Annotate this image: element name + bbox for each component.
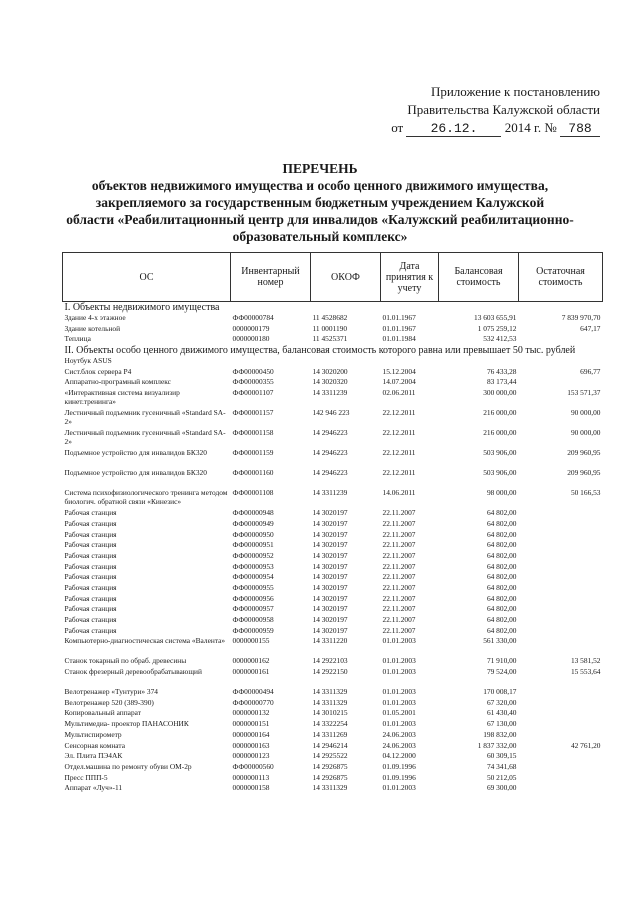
cell-name: Рабочая станция: [64, 529, 117, 539]
cell-okof: 14 3020197: [312, 604, 348, 614]
cell-name: Эл. Плита ПЭ4АК: [64, 751, 123, 761]
cell-okof: 14 3322254: [312, 719, 348, 729]
cell-residual: [519, 540, 603, 551]
table-row: [63, 751, 603, 762]
table-body: [63, 302, 603, 794]
cell-name: Рабочая станция: [64, 582, 117, 592]
cell-date: 22.11.2007: [382, 529, 416, 539]
cell-okof: 14 2926875: [312, 772, 348, 782]
cell-inventory: 0000000180: [232, 334, 270, 344]
table-row: [63, 334, 603, 345]
cell-residual: 647,17: [580, 323, 601, 333]
cell-inventory: ФФ00000355: [232, 377, 274, 387]
cell-inventory: ФФ00000560: [232, 761, 274, 771]
cell-date: 22.11.2007: [382, 625, 416, 635]
cell-balance: 79 524,00: [486, 667, 517, 677]
cell-inventory: 0000000151: [232, 719, 270, 729]
cell-date: 24.06.2003: [382, 740, 416, 750]
cell-inventory: ФФ00000957: [232, 604, 274, 614]
cell-balance: 83 173,44: [486, 377, 517, 387]
cell-residual: [519, 551, 603, 562]
appendix-header: [391, 84, 600, 137]
cell-residual: [519, 356, 603, 367]
assets-table: [62, 252, 603, 794]
cell-residual: [519, 530, 603, 541]
cell-inventory: ФФ00000958: [232, 615, 274, 624]
table-row: [63, 448, 603, 468]
cell-name: Рабочая станция: [64, 540, 117, 550]
cell-inventory: ФФ00001108: [232, 488, 274, 498]
appendix-line-2: Правительства Калужской области: [407, 102, 600, 117]
cell-okof: 11 4528682: [312, 313, 348, 322]
cell-okof: 14 2922103: [312, 656, 348, 666]
cell-inventory: 0000000132: [232, 708, 270, 718]
cell-date: 22.11.2007: [382, 518, 416, 528]
cell-inventory: 0000000123: [232, 751, 270, 761]
table-row: [63, 698, 603, 709]
cell-okof: 14 3020197: [312, 529, 348, 539]
cell-name: Рабочая станция: [64, 593, 117, 603]
cell-okof: 14 2926875: [312, 761, 348, 771]
cell-okof: 14 3020197: [312, 540, 348, 550]
cell-inventory: ФФ00000494: [232, 687, 274, 697]
cell-okof: 14 3020197: [312, 593, 348, 603]
cell-name: Компьютерно-диагностическая система «Валента»: [64, 636, 226, 646]
cell-date: 01.01.2003: [382, 656, 416, 666]
cell-name: Велотренажер 520 (389-390): [64, 697, 154, 707]
cell-inventory: ФФ00000784: [232, 313, 274, 322]
cell-okof: 14 3020200: [312, 366, 348, 376]
cell-balance: 71 910,00: [486, 656, 517, 666]
cell-residual: [519, 562, 603, 573]
cell-date: 14.06.2011: [382, 488, 416, 498]
cell-residual: [519, 783, 603, 794]
table-header-row: [63, 253, 603, 302]
cell-inventory: ФФ00000952: [232, 550, 274, 560]
cell-balance: 64 802,00: [486, 508, 517, 518]
cell-inventory: 0000000163: [232, 740, 270, 750]
cell-name: Рабочая станция: [64, 625, 117, 635]
cell-balance: 76 433,28: [486, 366, 517, 376]
cell-name: Сенсорная комната: [64, 740, 125, 750]
appendix-line-1: Приложение к постановлению: [430, 84, 600, 99]
cell-date: 01.09.1996: [382, 761, 416, 771]
cell-date: 22.12.2011: [382, 408, 416, 418]
cell-residual: [519, 636, 603, 656]
cell-name: Теплица: [64, 334, 91, 344]
cell-date: 04.12.2000: [382, 751, 416, 761]
col-header-okof: ОКОФ: [311, 253, 381, 302]
title-line-2: закрепляемого за государственным бюджетным учреждением Калужской: [95, 195, 545, 210]
cell-balance: 69 300,00: [486, 783, 517, 793]
cell-okof: 14 3311239: [312, 488, 348, 498]
section-row: [63, 345, 603, 356]
cell-name: Сист.блок сервера Р4: [64, 366, 132, 376]
cell-residual: [519, 698, 603, 709]
cell-okof: 11 4525371: [312, 334, 348, 344]
cell-inventory: 0000000164: [232, 729, 270, 739]
cell-date: 01.01.2003: [382, 719, 416, 729]
table-row: [63, 408, 603, 428]
cell-name: Рабочая станция: [64, 561, 117, 571]
cell-date: 01.01.2003: [382, 783, 416, 793]
cell-name: Аппарат «Луч»-11: [64, 783, 123, 793]
cell-balance: 67 320,00: [486, 697, 517, 707]
cell-residual: 13 581,52: [570, 656, 601, 666]
cell-inventory: ФФ00001158: [232, 428, 274, 438]
cell-balance: 74 341,68: [486, 761, 517, 771]
cell-date: 22.12.2011: [382, 468, 416, 478]
cell-date: 22.11.2007: [382, 604, 416, 614]
cell-okof: 14 2946223: [312, 448, 348, 458]
cell-name: Лестничный подъемник гусеничный «Standard SA-2»: [64, 428, 226, 447]
cell-residual: [519, 519, 603, 530]
cell-residual: [519, 730, 603, 741]
cell-balance: 64 802,00: [486, 561, 517, 571]
cell-balance: [439, 356, 519, 367]
cell-date: 01.05.2001: [382, 708, 416, 718]
table-row: [63, 719, 603, 730]
cell-inventory: ФФ00000450: [232, 366, 274, 376]
cell-residual: [519, 594, 603, 605]
cell-residual: [519, 572, 603, 583]
cell-date: 01.09.1996: [382, 772, 416, 782]
cell-date: 22.11.2007: [382, 550, 416, 560]
cell-name: Рабочая станция: [64, 518, 117, 528]
cell-okof: 14 3311329: [312, 783, 348, 793]
table-row: [63, 762, 603, 773]
col-header-inventory: Инвентарный номер: [231, 253, 311, 302]
cell-okof: 14 3020197: [312, 625, 348, 635]
cell-balance: 64 802,00: [486, 518, 517, 528]
cell-date: 22.11.2007: [382, 615, 416, 624]
cell-residual: 209 960,95: [567, 468, 601, 478]
table-row: [63, 783, 603, 794]
cell-balance: 1 075 259,12: [477, 323, 517, 333]
cell-inventory: 0000000155: [232, 636, 270, 646]
cell-name: Станок токарный по обраб. древесины: [64, 656, 187, 666]
cell-residual: 50 166,53: [570, 488, 601, 498]
table-row: [63, 428, 603, 448]
cell-balance: 60 309,15: [486, 751, 517, 761]
cell-okof: 14 3311239: [312, 388, 348, 398]
table-row: [63, 572, 603, 583]
cell-residual: 42 761,20: [570, 740, 601, 750]
table-row: [63, 741, 603, 752]
table-row: [63, 636, 603, 656]
section-row: [63, 302, 603, 314]
cell-inventory: ФФ00000950: [232, 529, 274, 539]
cell-date: 24.06.2003: [382, 729, 416, 739]
table-row: [63, 468, 603, 488]
table-row: [63, 583, 603, 594]
cell-name: Рабочая станция: [64, 550, 117, 560]
cell-name: Велотренажер «Тунтури» 374: [64, 687, 158, 697]
table-row: [63, 488, 603, 508]
cell-date: 01.01.2003: [382, 687, 416, 697]
table-row: [63, 508, 603, 519]
cell-inventory: 0000000158: [232, 783, 270, 793]
cell-name: Мультиспирометр: [64, 729, 122, 739]
cell-inventory: ФФ00001107: [232, 388, 274, 398]
cell-inventory: ФФ00000951: [232, 540, 274, 550]
cell-residual: 209 960,95: [567, 448, 601, 458]
table-row: [63, 626, 603, 637]
cell-inventory: 0000000161: [232, 667, 270, 677]
table-row: [63, 667, 603, 687]
table-row: [63, 540, 603, 551]
cell-balance: 216 000,00: [483, 408, 517, 418]
cell-date: [381, 356, 439, 367]
cell-inventory: ФФ00000949: [232, 518, 274, 528]
cell-balance: 170 008,17: [483, 687, 517, 697]
cell-okof: 14 3010215: [312, 708, 348, 718]
table-row: [63, 656, 603, 667]
cell-name: Здание 4-х этажное: [64, 313, 126, 322]
cell-okof: 14 3020320: [312, 377, 348, 387]
cell-residual: [519, 762, 603, 773]
cell-residual: 153 571,37: [567, 388, 601, 398]
title-line-4: образовательный комплекс»: [232, 229, 408, 244]
cell-inventory: ФФ00000959: [232, 625, 274, 635]
cell-residual: 90 000,00: [570, 428, 601, 438]
table-row: [63, 367, 603, 378]
table-row: [63, 730, 603, 741]
cell-balance: 61 430,40: [486, 708, 517, 718]
title-heading: ПЕРЕЧЕНЬ: [282, 161, 358, 176]
cell-residual: [519, 626, 603, 637]
cell-date: 02.06.2011: [382, 388, 416, 398]
cell-date: 22.11.2007: [382, 593, 416, 603]
table-row: [63, 708, 603, 719]
table-row: [63, 324, 603, 335]
cell-okof: 14 3311269: [312, 729, 348, 739]
cell-okof: 14 3020197: [312, 508, 348, 518]
cell-name: Рабочая станция: [64, 604, 117, 614]
cell-inventory: ФФ00000955: [232, 582, 274, 592]
cell-okof: 14 2922150: [312, 667, 348, 677]
cell-date: 15.12.2004: [382, 366, 416, 376]
cell-okof: 14 3020197: [312, 550, 348, 560]
cell-okof: 14 3311220: [312, 636, 348, 646]
cell-name: Станок фрезерный деревообрабатывающий: [64, 667, 202, 677]
section-title: I. Объекты недвижимого имущества: [64, 302, 220, 313]
cell-name: Рабочая станция: [64, 572, 117, 582]
cell-residual: [519, 719, 603, 730]
cell-balance: 198 832,00: [483, 729, 517, 739]
cell-balance: 532 412,53: [483, 334, 517, 344]
cell-date: 01.01.1967: [382, 313, 416, 322]
cell-okof: 14 3020197: [312, 572, 348, 582]
cell-residual: [519, 708, 603, 719]
cell-date: 01.01.2003: [382, 697, 416, 707]
cell-balance: 64 802,00: [486, 625, 517, 635]
cell-date: 01.01.1984: [382, 334, 416, 344]
cell-okof: 14 3020197: [312, 518, 348, 528]
cell-residual: 15 553,64: [570, 667, 601, 677]
title-line-3: области «Реабилитационный центр для инвалидов «Калужский реабилитационно-: [66, 212, 574, 227]
cell-balance: 50 212,05: [486, 772, 517, 782]
cell-okof: 14 2925522: [312, 751, 348, 761]
cell-date: 01.01.2003: [382, 667, 416, 677]
cell-inventory: ФФ00000956: [232, 593, 274, 603]
cell-balance: 503 906,00: [483, 468, 517, 478]
cell-inventory: ФФ00000948: [232, 508, 274, 518]
cell-inventory: 0000000162: [232, 656, 270, 666]
cell-balance: 64 802,00: [486, 604, 517, 614]
cell-balance: 300 000,00: [483, 388, 517, 398]
table-row: [63, 377, 603, 388]
table-row: [63, 388, 603, 408]
cell-inventory: [231, 356, 311, 367]
cell-name: Аппаратно-програмный комплекс: [64, 377, 171, 387]
cell-date: 14.07.2004: [382, 377, 416, 387]
cell-balance: 503 906,00: [483, 448, 517, 458]
cell-date: 22.11.2007: [382, 508, 416, 518]
cell-inventory: ФФ00000953: [232, 561, 274, 571]
cell-residual: [519, 334, 603, 345]
cell-residual: [519, 615, 603, 626]
section-title: II. Объекты особо ценного движимого имущества, балансовая стоимость которого равна или превышает 50 тыс. рублей: [64, 345, 576, 357]
cell-okof: [311, 356, 381, 367]
table-row: [63, 562, 603, 573]
table-row: [63, 551, 603, 562]
cell-okof: 14 3020197: [312, 615, 348, 624]
cell-residual: 696,77: [580, 366, 601, 376]
title-line-1: объектов недвижимого имущества и особо ценного движимого имущества,: [91, 178, 549, 193]
col-header-residual: Остаточная стоимость: [519, 253, 603, 302]
cell-date: 01.01.1967: [382, 323, 416, 333]
cell-name: Лестничный подъемник гусеничный «Standard SA-2»: [64, 408, 226, 427]
cell-okof: 14 3020197: [312, 561, 348, 571]
cell-date: 22.11.2007: [382, 561, 416, 571]
cell-okof: 14 2946214: [312, 740, 348, 750]
decree-year: 2014 г. №: [504, 120, 557, 135]
cell-balance: 64 802,00: [486, 593, 517, 603]
cell-residual: [519, 751, 603, 762]
cell-date: 22.11.2007: [382, 572, 416, 582]
cell-okof: 14 3020197: [312, 582, 348, 592]
cell-residual: [519, 604, 603, 615]
cell-date: 22.12.2011: [382, 448, 416, 458]
cell-residual: [519, 377, 603, 388]
cell-balance: 64 802,00: [486, 540, 517, 550]
cell-balance: 67 130,00: [486, 719, 517, 729]
cell-residual: [519, 687, 603, 698]
cell-name: Рабочая станция: [64, 615, 117, 624]
table-row: [63, 594, 603, 605]
cell-date: 22.11.2007: [382, 540, 416, 550]
cell-name: Подъемное устройство для инвалидов БК320: [64, 448, 207, 458]
col-header-balance: Балансовая стоимость: [439, 253, 519, 302]
cell-name: Отдел.машина по ремонту обуви ОМ-2р: [64, 761, 192, 771]
table-row: [63, 687, 603, 698]
decree-date: 26.12.: [406, 121, 501, 137]
cell-name: Рабочая станция: [64, 508, 117, 518]
cell-balance: 64 802,00: [486, 582, 517, 592]
cell-okof: 14 3311329: [312, 697, 348, 707]
cell-okof: 14 3311329: [312, 687, 348, 697]
cell-name: Ноутбук ASUS: [64, 356, 112, 366]
cell-balance: 216 000,00: [483, 428, 517, 438]
table-row: [63, 604, 603, 615]
cell-inventory: ФФ00000954: [232, 572, 274, 582]
cell-residual: [519, 583, 603, 594]
date-prefix: от: [391, 120, 404, 135]
cell-date: 22.12.2011: [382, 428, 416, 438]
cell-residual: 90 000,00: [570, 408, 601, 418]
cell-inventory: ФФ00001159: [232, 448, 274, 458]
cell-name: Копировальный аппарат: [64, 708, 141, 718]
cell-inventory: 0000000179: [232, 323, 270, 333]
table-row: [63, 519, 603, 530]
cell-date: 22.11.2007: [382, 582, 416, 592]
cell-inventory: 0000000113: [232, 772, 270, 782]
cell-name: «Интерактивная система визуализир кинет.тренинга»: [64, 388, 180, 407]
cell-residual: [519, 773, 603, 784]
cell-name: Мультимедиа- проектор ПАНАСОНИК: [64, 719, 189, 729]
cell-okof: 11 0001190: [312, 323, 348, 333]
cell-balance: 64 802,00: [486, 529, 517, 539]
cell-balance: 64 802,00: [486, 572, 517, 582]
appendix-line-3: [391, 120, 600, 137]
cell-balance: 1 837 332,00: [477, 740, 517, 750]
cell-okof: 14 2946223: [312, 428, 348, 438]
col-header-date: Дата принятия к учету: [381, 253, 439, 302]
document-title: [0, 160, 640, 245]
cell-inventory: ФФ00001160: [232, 468, 274, 478]
cell-residual: 7 839 970,70: [561, 313, 601, 322]
cell-name: Подъемное устройство для инвалидов БК320: [64, 468, 207, 478]
table-row: [63, 615, 603, 626]
cell-name: Система психофизиологического тренинга методом биологич. обратной связи «Кинезис»: [64, 488, 228, 507]
decree-number: 788: [560, 121, 600, 137]
cell-balance: 13 603 655,91: [474, 313, 517, 322]
col-header-os: ОС: [63, 253, 231, 302]
cell-date: 01.01.2003: [382, 636, 416, 646]
cell-balance: 64 802,00: [486, 615, 517, 624]
cell-name: Пресс ППП-5: [64, 772, 108, 782]
cell-balance: 64 802,00: [486, 550, 517, 560]
cell-inventory: ФФ00000770: [232, 697, 274, 707]
table-row: [63, 356, 603, 367]
cell-okof: 14 2946223: [312, 468, 348, 478]
cell-name: Здание котельной: [64, 323, 121, 333]
cell-balance: 98 000,00: [486, 488, 517, 498]
table-row: [63, 313, 603, 324]
table-row: [63, 773, 603, 784]
cell-balance: 561 330,00: [483, 636, 517, 646]
cell-residual: [519, 508, 603, 519]
cell-okof: 142 946 223: [312, 408, 350, 418]
cell-inventory: ФФ00001157: [232, 408, 274, 418]
table-row: [63, 530, 603, 541]
